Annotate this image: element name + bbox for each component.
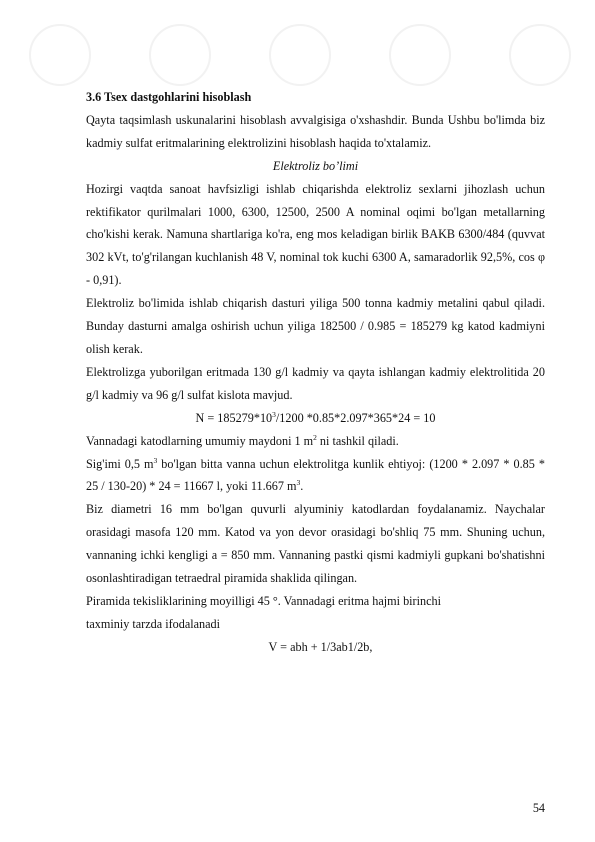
page-number: 54: [532, 801, 545, 815]
paragraph-production: Elektroliz bo'limida ishlab chiqarish dasturi yiliga 500 tonna kadmiy metalini qabul qiladi. Bunday dasturni amalga oshirish uchun yiliga 182500 / 0.985 = 185279 kg katod kadmiyni olish kerak.: [86, 296, 545, 356]
section-heading: 3.6 Tsex dastgohlarini hisoblash: [86, 90, 252, 104]
paragraph-cathode-area: Vannadagi katodlarning umumiy maydoni 1 $m^2$ ni tashkil qiladi.: [86, 432, 399, 448]
document-body: [86, 86, 545, 659]
section-subtitle: Elektroliz bo’limi: [272, 158, 359, 173]
formula-baths: $N = 185279*10^3/1200$ *0.85*2.097*365*24 = 10: [195, 409, 436, 425]
paragraph-cathodes: Biz diametri 16 mm bo'lgan quvurli alyuminiy katodlardan foydalanamiz. Naychalar orasidagi masofa 120 mm. Katod va yon devor orasidagi bo'shliq 75 mm. Shuning uchun, vannaning ichki kengligi a = 850 mm. Vannaning pastki qismi kadmiyli gupkani bo'shatishni osonlashtiradigan tetraedral piramida shaklida qilingan.: [86, 502, 545, 586]
paragraph-pyramid-cont: taxminiy tarzda ifodalanadi: [86, 616, 221, 631]
paragraph-pyramid: Piramida tekisliklarining moyilligi 45 °. Vannadagi eritma hajmi birinchi: [86, 593, 441, 608]
paragraph-equipment: Hozirgi vaqtda sanoat havfsizligi ishlab chiqarishda elektroliz sexlarni jihozlash uchun rektifikator qurilmalari 1000, 6300, 12500, 2500 A nominal oqimi bo'lgan metallarning cho'kishi kerak. Namuna shartlariga ko'ra, eng mos keladigan birlik BAKB 6300/484 (quvvat 302 kVt, to'g'rilangan kuchlanish 48 V, nominal tok kuchi 6300 A, samaradorlik 92,5%, cos φ - 0,91).: [86, 181, 545, 288]
paragraph-daily-need: Sig'imi 0,5 $m^3$ bo'lgan bitta vanna uchun elektrolitga kunlik ehtiyoj: (1200 * 2.097 * 0.85 * 25 / 130-20) * 24 = 11667 l, yoki 11.667 $m^3$.: [86, 455, 545, 494]
paragraph-intro: Qayta taqsimlash uskunalarini hisoblash avvalgisiga o'xshashdir. Bunda Ushbu bo'limda biz kadmiy sulfat eritmalarining elektrolizini hisoblash haqida to'xtalamiz.: [86, 112, 545, 150]
paragraph-solution: Elektrolizga yuborilgan eritmada 130 g/l kadmiy va qayta ishlangan kadmiy elektrolitida 20 g/l kadmiy va 96 g/l sulfat kislota mavjud.: [86, 364, 545, 402]
formula-volume: V = abh + 1/3ab1/2b,: [268, 639, 373, 654]
